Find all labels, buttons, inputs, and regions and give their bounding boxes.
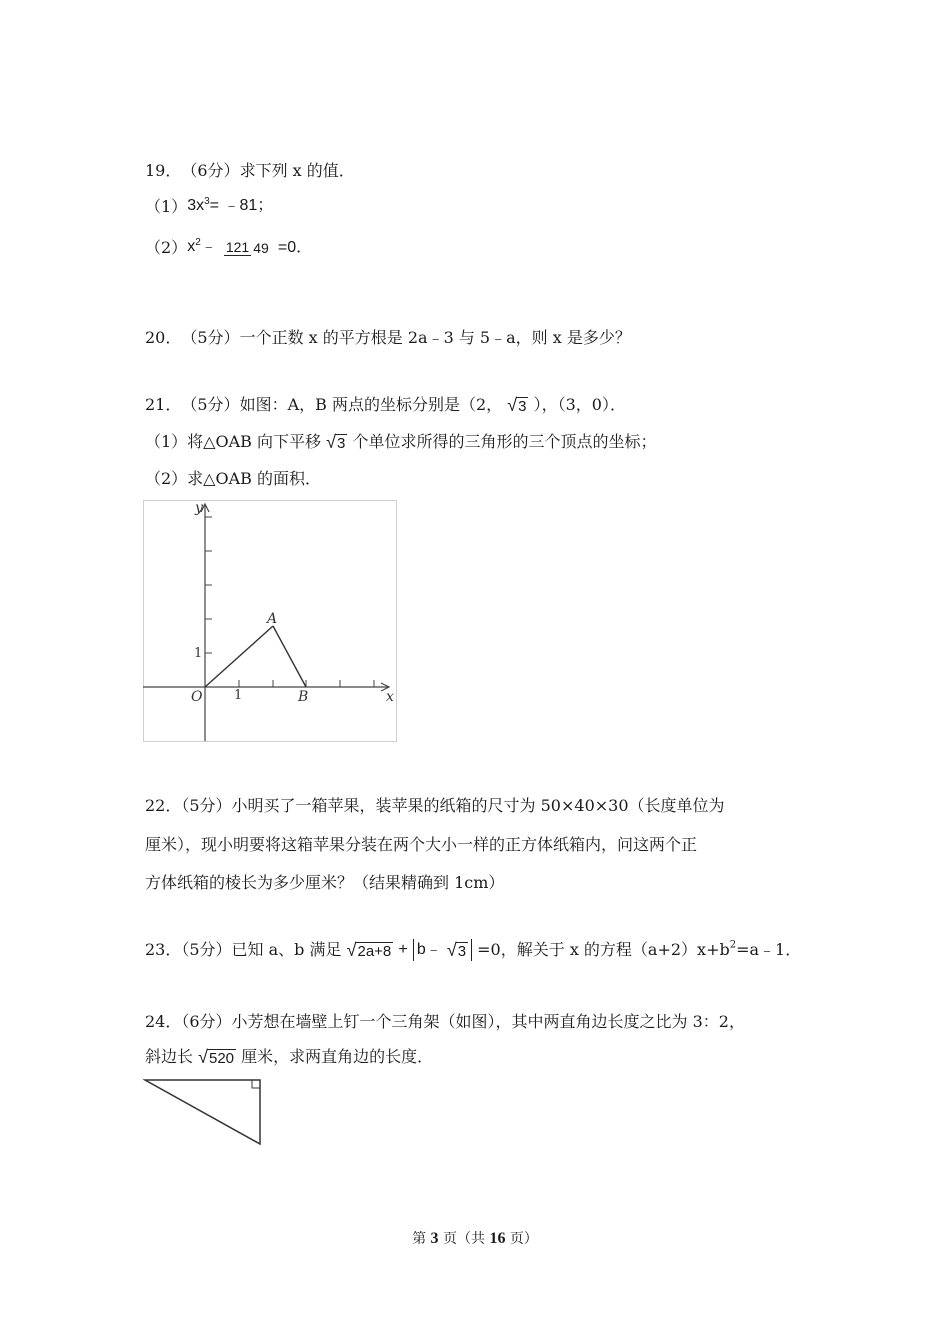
sqrt-3: √3 [507, 394, 527, 415]
fraction-121-49: 121 49 [225, 239, 269, 256]
sqrt-520: √520 [198, 1046, 235, 1067]
q21-title: 21．（5分）如图：A，B 两点的坐标分别是（2， √3 ），（3，0）． [145, 394, 626, 415]
sqrt-3-shift: √3 [326, 431, 346, 452]
coordinate-figure [143, 500, 397, 742]
origin-label: O [191, 689, 203, 705]
q21-sub2: （2）求△OAB 的面积． [145, 468, 322, 488]
point-b-label: B [298, 689, 309, 705]
q22-line3: 方体纸箱的棱长为多少厘米？（结果精确到 1cm） [145, 872, 505, 892]
y-axis-label: y [195, 500, 203, 516]
q22-line2: 厘米），现小明要将这箱苹果分装在两个大小一样的正方体纸箱内，问这两个正 [145, 834, 698, 854]
triangle-oab [205, 626, 306, 687]
x-axis-label: x [386, 689, 394, 705]
q19-sub2: $(2)x^2﹣$ 121 49 =0． [145, 237, 313, 257]
q24-line2: 斜边长 √520 厘米，求两直角边的长度． [145, 1046, 434, 1067]
point-a-label: A [267, 611, 278, 627]
q22-line1: 22．（5分）小明买了一箱苹果，装苹果的纸箱的尺寸为 50×40×30（长度单位为 [145, 795, 725, 815]
right-triangle-figure [143, 1078, 265, 1148]
sqrt-3-abs: √3 [446, 939, 467, 960]
q19-sub1: $(1)3x^3=$ ﹣81； [145, 195, 273, 218]
q19-sub1-expr: $3x^3=$ ﹣81； [187, 196, 274, 215]
absolute-value: b﹣ √3 [413, 939, 472, 961]
q20-line: 20．（5分）一个正数 x 的平方根是 2a﹣3 与 5﹣a，则 x 是多少？ [145, 327, 631, 347]
q19-title: 19．（6分）求下列 x 的值． [145, 160, 355, 180]
sqrt-2a-plus-8: √2a+8 [346, 939, 392, 960]
x-tick-label-1: 1 [234, 688, 243, 703]
right-angle-marker [252, 1080, 260, 1088]
q23-line: 23．（5分）已知 a、b 满足 √2a+8 + b﹣ √3 =0，解关于 x 的方程$(a+2)x+b^2=a﹣1$． [145, 939, 802, 960]
q24-line1: 24．（6分）小芳想在墙壁上钉一个三角架（如图），其中两直角边长度之比为 3：2， [145, 1011, 745, 1031]
page-footer: 第 3 页（共 16 页） [412, 1230, 538, 1247]
y-tick-label-1: 1 [194, 646, 203, 661]
q21-sub1: （1）将△OAB 向下平移 √3 个单位求所得的三角形的三个顶点的坐标； [145, 431, 657, 452]
